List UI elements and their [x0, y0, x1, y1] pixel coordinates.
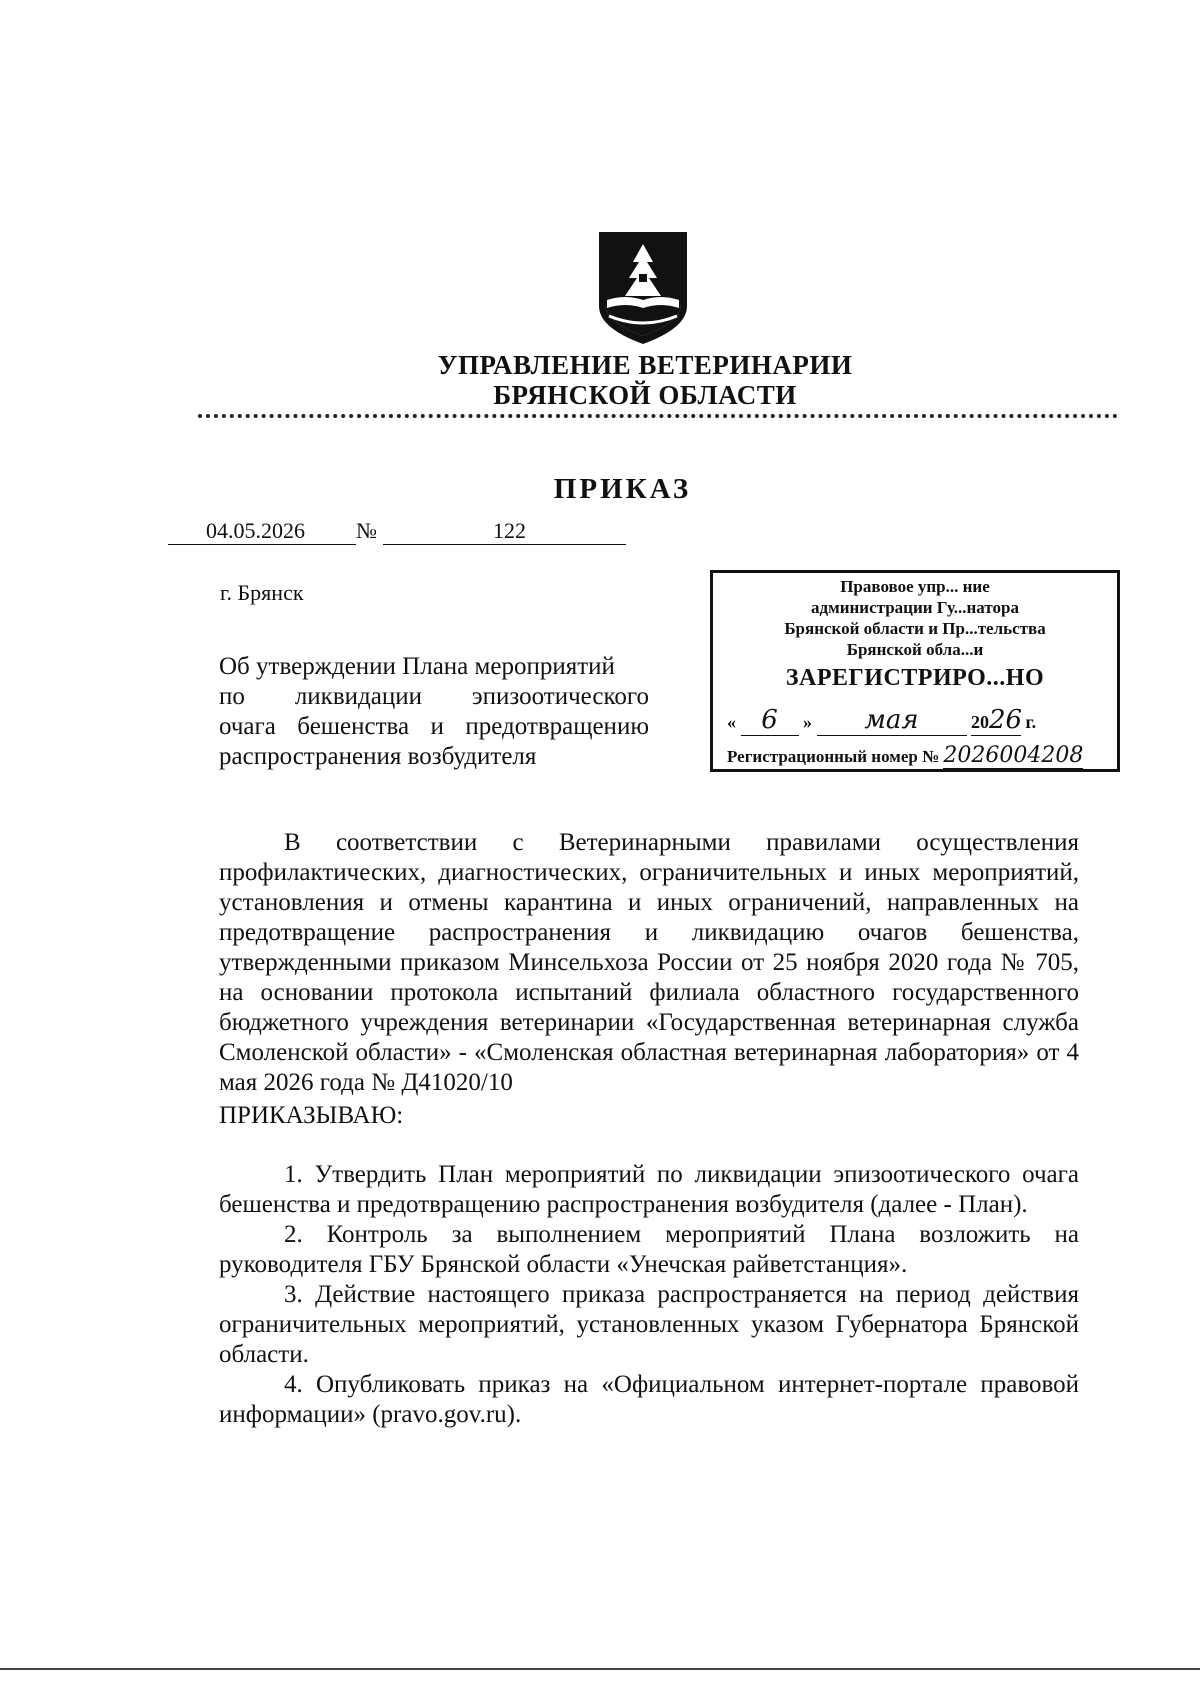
subject-line: распространения возбудителя [219, 743, 537, 770]
order-item: 2. Контроль за выполнением мероприятий Плана возложить на руководителя ГБУ Брянской области «Унечская райветстанция». [219, 1221, 1079, 1278]
number-sign: № [356, 518, 377, 543]
stamp-line: Брянской обла...и [846, 640, 984, 659]
order-item: 3. Действие настоящего приказа распространяется на период действия ограничительных мероприятий, установленных указом Губернатора Брянской области. [219, 1281, 1079, 1368]
preamble [219, 828, 1079, 1098]
organization-name-line1: УПРАВЛЕНИЕ ВЕТЕРИНАРИИ [437, 350, 853, 380]
reg-number: 2026004208 [943, 743, 1084, 768]
header-divider [198, 414, 1118, 418]
organization-name-line2: БРЯНСКОЙ ОБЛАСТИ [493, 380, 797, 410]
subject-word: ликвидации [294, 683, 422, 710]
subject-line: очага бешенства и предотвращению [219, 713, 649, 740]
stamp-line: администрации Гу...натора [811, 598, 1019, 617]
document-date: 04.05.2026 [206, 518, 305, 543]
coat-of-arms-icon [595, 228, 691, 348]
stamp-line: Брянской области и Пр...тельства [784, 619, 1046, 638]
date-number-line [168, 518, 626, 544]
document-title: ПРИКАЗ [553, 473, 692, 505]
registration-stamp [710, 570, 1120, 772]
city: г. Брянск [220, 580, 304, 605]
subject-line [219, 682, 649, 712]
stamp-year-g: г. [1025, 712, 1037, 732]
stamp-registration-number [727, 743, 1109, 769]
stamp-year-prefix: 20 [971, 712, 989, 732]
order-items [219, 1160, 1079, 1430]
date-underline [168, 544, 356, 545]
stamp-day: 6 [761, 705, 778, 735]
reg-label: Регистрационный номер № [727, 747, 940, 766]
subject-line: Об утверждении Плана мероприятий [219, 653, 615, 680]
number-underline [383, 544, 626, 545]
order-item: 1. Утвердить План мероприятий по ликвидации эпизоотического очага бешенства и предотвращению распространения возбудителя (далее - План). [219, 1161, 1079, 1218]
order-item: 4. Опубликовать приказ на «Официальном интернет-портале правовой информации» (pravo.gov.ru). [219, 1371, 1079, 1428]
stamp-month: мая [864, 705, 919, 735]
stamp-date-line: « 6 » мая 2026 г. [727, 705, 1037, 735]
stamp-line: Правовое упр... ние [840, 577, 990, 596]
stamp-year-suffix: 26 [989, 705, 1023, 735]
subject-word: по [219, 683, 245, 710]
preamble-paragraph: В соответствии с Ветеринарными правилами осуществления профилактических, диагностических, ограничительных и иных мероприятий, установления и отмены карантина и иных ограничений, направленных на предотвращение распространения и ликвидацию очагов бешенства, утвержденными приказом Минсельхоза России от 25 ноября 2020 года № 705, на основании протокола испытаний филиала областного государственного бюджетного учреждения ветеринарии «Государственная ветеринарная служба Смоленской области» - «Смоленская областная ветеринарная лаборатория» от 4 мая 2026 года № Д41020/10 [219, 829, 1079, 1096]
document-number: 122 [493, 518, 526, 543]
order-word: ПРИКАЗЫВАЮ: [219, 1102, 404, 1129]
document-subject [219, 652, 649, 772]
page-bottom-rule [0, 1668, 1200, 1670]
subject-word: эпизоотического [471, 683, 649, 710]
stamp-registered: ЗАРЕГИСТРИРО...НО [785, 665, 1045, 691]
